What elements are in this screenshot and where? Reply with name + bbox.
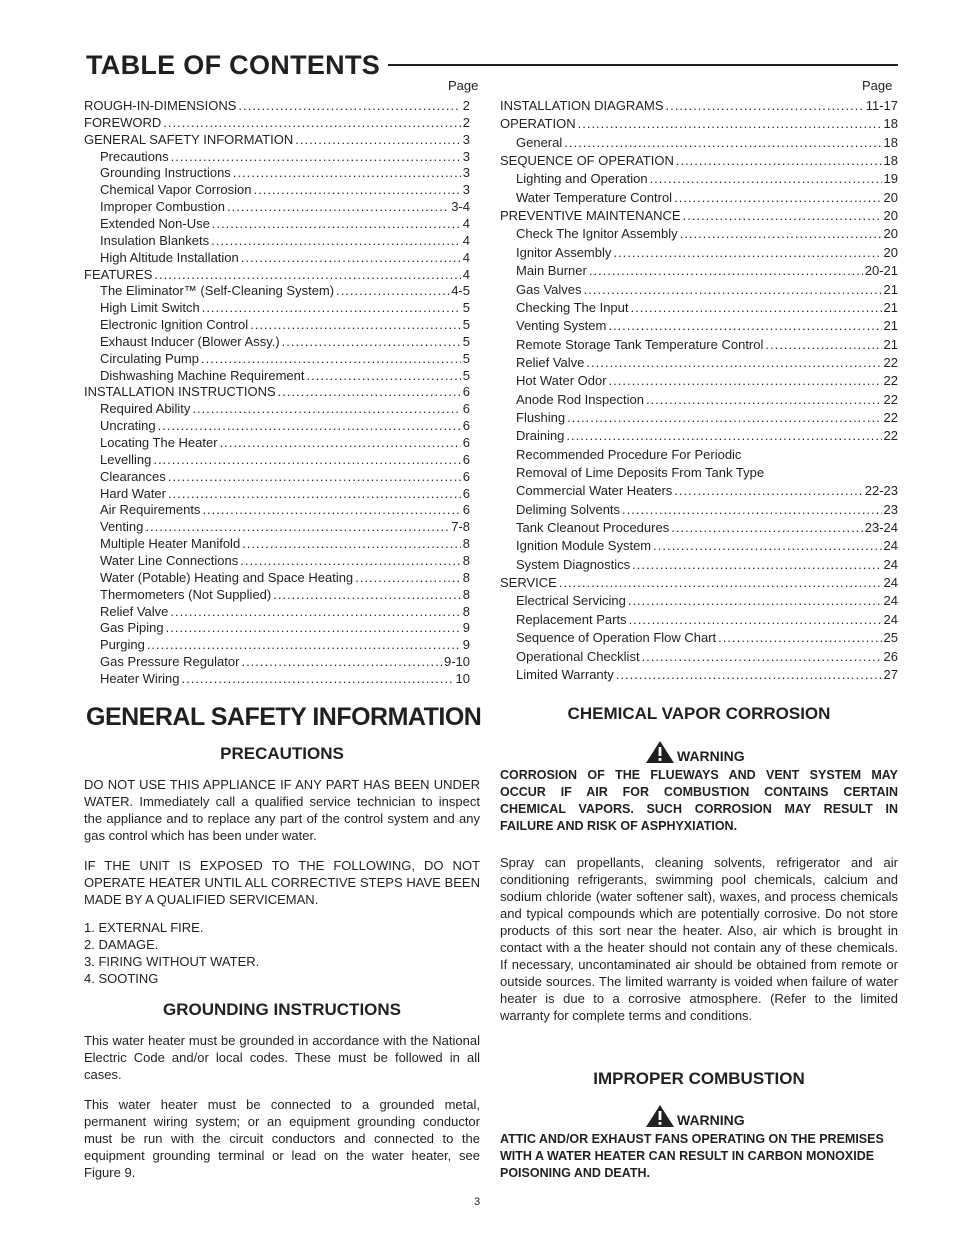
toc-entry-leader: [642, 649, 882, 665]
toc-entry-page: 22: [883, 373, 898, 389]
toc-entry-title: Limited Warranty: [516, 666, 614, 682]
toc-entry: [500, 538, 898, 554]
toc-entry-page: 20: [883, 244, 898, 260]
toc-entry-page: 24: [883, 575, 898, 591]
toc-entry-leader: [307, 368, 461, 384]
toc-entry-title: Anode Rod Inspection: [516, 391, 644, 407]
toc-entry-leader: [608, 318, 881, 334]
toc-entry-leader: [168, 469, 461, 485]
toc-entry-title: High Altitude Installation: [100, 249, 239, 265]
toc-entry-leader: [650, 171, 882, 187]
toc-entry-title: Checking The Input: [516, 299, 629, 315]
toc-entry-page: 10: [455, 670, 470, 686]
toc-entry-title: Grounding Instructions: [100, 165, 231, 181]
toc-entry-page: 25: [883, 630, 898, 646]
toc-entry-leader: [674, 190, 881, 206]
toc-entry-page: 5: [462, 317, 470, 333]
toc-title: TABLE OF CONTENTS: [86, 50, 381, 80]
toc-entry: [84, 519, 470, 535]
toc-entry-leader: [158, 418, 461, 434]
toc-entry-page: 22: [883, 428, 898, 444]
toc-entry-page: 24: [883, 611, 898, 627]
toc-entry-page: 20: [883, 226, 898, 242]
toc-entry-title: Insulation Blankets: [100, 232, 210, 248]
toc-entry-page: 6: [462, 435, 470, 450]
toc-entry-page: 21: [883, 299, 898, 315]
toc-entry-page: 3-4: [451, 199, 470, 215]
toc-entry-title: SEQUENCE OF OPERATION: [500, 153, 674, 169]
toc-entry-page: 5: [462, 367, 470, 383]
toc-entry: [84, 199, 470, 215]
toc-entry: [84, 671, 470, 687]
toc-entry-title: Water Line Connections: [100, 552, 239, 568]
toc-entry-title: Improper Combustion: [100, 199, 225, 215]
toc-entry-page: 19: [883, 171, 898, 187]
toc-entry-title: Air Requirements: [100, 502, 201, 518]
toc-entry: [500, 153, 898, 169]
toc-entry: [84, 587, 470, 603]
toc-entry-title: Uncrating: [100, 418, 156, 434]
toc-entry-page: 3: [462, 182, 470, 198]
toc-entry-page: 20: [883, 208, 898, 224]
list-item: 3. FIRING WITHOUT WATER.: [84, 954, 260, 969]
toc-entry: [84, 368, 470, 384]
precautions-paragraph-2: IF THE UNIT IS EXPOSED TO THE FOLLOWING, DO NOT OPERATE HEATER UNTIL ALL CORRECTIVE STEPS HAVE BEEN MADE BY A QUALIFIED SERVICEMAN.: [84, 858, 480, 907]
toc-entry-leader: [674, 483, 862, 499]
toc-entry-leader: [586, 355, 881, 371]
toc-entry: [84, 435, 470, 451]
toc-entry: [500, 116, 898, 132]
toc-entry-leader: [170, 604, 460, 620]
toc-entry: [84, 283, 470, 299]
toc-entry-leader: [168, 486, 461, 502]
toc-entry-leader: [153, 452, 460, 468]
toc-entry: [500, 337, 898, 353]
toc-entry-title: Locating The Heater: [100, 435, 218, 450]
grounding-heading: GROUNDING INSTRUCTIONS: [163, 1000, 401, 1019]
toc-entry-leader: [145, 519, 449, 535]
toc-entry-leader: [355, 570, 461, 586]
toc-entry-leader: [632, 557, 881, 573]
toc-entry-title: Multiple Heater Manifold: [100, 536, 241, 552]
toc-entry-leader: [631, 300, 882, 316]
toc-entry: [500, 300, 898, 316]
toc-entry-leader: [273, 587, 461, 603]
toc-entry-page: 21: [883, 281, 898, 297]
precautions-list: [84, 919, 480, 987]
toc-entry-leader: [646, 392, 882, 408]
toc-entry-leader: [202, 502, 460, 518]
toc-entry-leader: [336, 283, 449, 299]
toc-entry: [500, 245, 898, 261]
toc-entry-leader: [238, 98, 460, 114]
list-item: 1. EXTERNAL FIRE.: [84, 920, 204, 935]
toc-entry-title: Ignitor Assembly: [516, 244, 612, 260]
toc-entry: [84, 165, 470, 181]
toc-entry-page: 4: [462, 249, 470, 265]
toc-entry-leader: [564, 135, 881, 151]
toc-entry-title: Purging: [100, 637, 145, 653]
toc-entry: [84, 654, 470, 670]
toc-entry-page: 26: [883, 648, 898, 664]
toc-title-rule: [388, 64, 898, 66]
toc-entry: [84, 132, 470, 148]
corrosion-warning-text: CORROSION OF THE FLUEWAYS AND VENT SYSTEM MAY OCCUR IF AIR FOR COMBUSTION CONTAINS CERTAIN CHEMICAL VAPORS. SUCH CORROSION MAY RESULT IN FAILURE AND RISK OF ASPHYXIATION.: [500, 768, 898, 833]
toc-entry-leader: [653, 538, 881, 554]
combustion-heading: IMPROPER COMBUSTION: [593, 1069, 805, 1088]
toc-entry-leader: [241, 654, 442, 670]
toc-entry-leader: [212, 216, 461, 232]
toc-entry-title: Check The Ignitor Assembly: [516, 226, 678, 242]
toc-entry-title: System Diagnostics: [516, 556, 631, 572]
toc-entry-leader: [566, 428, 881, 444]
toc-entry-leader: [578, 116, 882, 132]
corrosion-heading: CHEMICAL VAPOR CORROSION: [567, 704, 831, 723]
toc-entry-page: 6: [462, 485, 470, 501]
combustion-warning-label: WARNING: [677, 1112, 745, 1128]
toc-entry-title: Electrical Servicing: [516, 593, 626, 609]
toc-entry-title: Main Burner: [516, 263, 587, 279]
toc-entry: [84, 604, 470, 620]
toc-entry: [84, 317, 470, 333]
toc-entry: [500, 373, 898, 389]
toc-entry-title: SERVICE: [500, 575, 557, 591]
toc-entry-title: Chemical Vapor Corrosion: [100, 182, 252, 198]
toc-entry: [84, 182, 470, 198]
toc-entry: [84, 469, 470, 485]
toc-entry-title: Required Ability: [100, 401, 191, 417]
toc-entry: [84, 620, 470, 636]
toc-entry-leader: [278, 384, 461, 400]
toc-entry: [500, 667, 898, 683]
toc-entry: [84, 401, 470, 417]
toc-entry: [500, 447, 898, 463]
toc-entry-leader: [202, 300, 461, 316]
toc-entry: [500, 190, 898, 206]
toc-entry: [500, 98, 898, 114]
toc-entry-title: Commercial Water Heaters: [516, 483, 673, 499]
toc-entry-page: 21: [883, 336, 898, 352]
toc-entry-page: 3: [462, 131, 470, 147]
toc-entry: [84, 553, 470, 569]
toc-entry-leader: [227, 199, 449, 215]
toc-entry-page: 3: [462, 165, 470, 181]
toc-entry-page: 22: [883, 354, 898, 370]
combustion-warning-text: ATTIC AND/OR EXHAUST FANS OPERATING ON THE PREMISES WITH A WATER HEATER CAN RESULT IN CARBON MONOXIDE POISONING AND DEATH.: [500, 1132, 884, 1180]
toc-entry-leader: [241, 250, 461, 266]
toc-entry-page: 4: [462, 232, 470, 248]
toc-entry-title: Lighting and Operation: [516, 171, 648, 187]
toc-entry-title: INSTALLATION DIAGRAMS: [500, 98, 664, 113]
toc-entry-leader: [240, 553, 461, 569]
toc-entry-page: 27: [883, 666, 898, 682]
toc-entry: [500, 318, 898, 334]
toc-entry-title: High Limit Switch: [100, 300, 200, 316]
toc-entry-page: 18: [883, 153, 898, 169]
toc-entry-leader: [250, 317, 461, 333]
toc-entry-page: 22: [883, 391, 898, 407]
toc-entry-title: Draining: [516, 428, 565, 444]
safety-title: GENERAL SAFETY INFORMATION: [86, 703, 482, 731]
toc-entry-page: 6: [462, 468, 470, 484]
toc-entry: [84, 216, 470, 232]
toc-entry-title: Precautions: [100, 148, 169, 164]
toc-entry-leader: [683, 208, 882, 224]
toc-entry-title: GENERAL SAFETY INFORMATION: [84, 131, 294, 147]
toc-entry: [500, 630, 898, 646]
toc-entry-title: FOREWORD: [84, 114, 162, 130]
toc-entry: [500, 428, 898, 444]
toc-entry-page: 22: [883, 409, 898, 425]
toc-entry: [500, 355, 898, 371]
toc-entry-page: 21: [883, 318, 898, 334]
toc-entry-page: 5: [462, 300, 470, 316]
toc-entry-page: 23-24: [864, 520, 898, 536]
toc-entry-page: 9: [462, 620, 470, 636]
toc-entry-title: Ignition Module System: [516, 538, 652, 554]
toc-entry: [500, 465, 898, 481]
toc-entry-page: 8: [462, 569, 470, 585]
toc-entry-leader: [680, 226, 882, 242]
toc-entry: [84, 334, 470, 350]
toc-entry-title: Recommended Procedure For Periodic: [516, 446, 742, 462]
toc-entry-page: 18: [883, 116, 898, 132]
toc-entry-title: Replacement Parts: [516, 611, 627, 627]
toc-entry-leader: [242, 536, 461, 552]
toc-entry-title: Relief Valve: [100, 603, 169, 619]
toc-entry: [84, 486, 470, 502]
toc-entry-page: 6: [462, 401, 470, 417]
toc-entry-title: Water (Potable) Heating and Space Heating: [100, 569, 354, 585]
toc-entry-leader: [616, 667, 882, 683]
toc-entry-page: 6: [462, 384, 470, 400]
toc-entry-page: 9: [462, 637, 470, 653]
toc-entry-title: Tank Cleanout Procedures: [516, 520, 670, 536]
toc-entry-leader: [584, 282, 882, 298]
toc-entry: [500, 410, 898, 426]
corrosion-body: Spray can propellants, cleaning solvents, refrigerator and air conditioning refrigerants, swimming pool chemicals, calcium and sodium chloride (water softener salt), waxes, and process chemicals and typical compounds which are potentially corrosive. Do not store products of this sort near the heater. Also, air which is brought in contact with a the heater should not contain any of these chemicals. If necessary, uncontaminated air should be obtained from remote or outside sources. The limited warranty is voided when failure of water heater is due to a corrosive atmosphere. (Refer to the limited warranty for complete terms and conditions.: [500, 855, 898, 1023]
toc-entry-leader: [233, 165, 461, 181]
toc-entry: [500, 612, 898, 628]
list-item: 4. SOOTING: [84, 971, 159, 986]
toc-entry-page: 8: [462, 586, 470, 602]
toc-entry-leader: [609, 373, 882, 389]
toc-entry: [84, 536, 470, 552]
toc-entry: [500, 282, 898, 298]
toc-entry-page: 2: [462, 98, 470, 113]
toc-entry-page: 4: [462, 215, 470, 231]
toc-entry: [500, 226, 898, 242]
toc-entry-leader: [211, 233, 461, 249]
toc-entry-leader: [671, 520, 863, 536]
toc-entry-leader: [765, 337, 881, 353]
toc-entry: [500, 263, 898, 279]
toc-entry-title: Relief Valve: [516, 354, 585, 370]
toc-entry-title: Venting: [100, 519, 144, 535]
toc-entry-title: Sequence of Operation Flow Chart: [516, 630, 717, 646]
toc-entry-title: Flushing: [516, 409, 566, 425]
toc-entry-page: 4-5: [451, 283, 470, 299]
toc-entry-page: 24: [883, 538, 898, 554]
toc-entry: [84, 267, 470, 283]
toc-entry-leader: [718, 630, 881, 646]
toc-entry-leader: [567, 410, 881, 426]
toc-entry: [84, 351, 470, 367]
corrosion-warning: [645, 740, 745, 764]
toc-entry-title: Clearances: [100, 468, 166, 484]
toc-entry-page: 22-23: [864, 483, 898, 499]
toc-entry-title: Circulating Pump: [100, 350, 199, 366]
toc-entry-title: Water Temperature Control: [516, 189, 673, 205]
toc-entry-page: 20: [883, 189, 898, 205]
toc-entry-title: Heater Wiring: [100, 670, 180, 686]
page-number: 3: [473, 1196, 481, 1208]
toc-entry-page: 8: [462, 603, 470, 619]
toc-entry: [84, 149, 470, 165]
toc-entry-leader: [163, 115, 460, 131]
toc-entry-title: OPERATION: [500, 116, 576, 132]
toc-entry: [84, 250, 470, 266]
toc-entry: [84, 98, 470, 114]
toc-entry-page: 2: [462, 114, 470, 130]
toc-entry-page: 8: [462, 552, 470, 568]
grounding-paragraph-1: This water heater must be grounded in accordance with the National Electric Code and/or local codes. These must be followed in all cases.: [84, 1033, 480, 1082]
toc-entry-title: General: [516, 134, 563, 150]
toc-entry-page: 6: [462, 502, 470, 518]
grounding-paragraph-2: This water heater must be connected to a grounded metal, permanent wiring system; or an equipment grounding conductor must be run with the circuit conductors and connected to the equipment grounding terminal or lead on the water heater, see Figure 9.: [84, 1097, 480, 1180]
warning-triangle-icon: [645, 1104, 675, 1128]
toc-entry-leader: [676, 153, 882, 169]
toc-entry-title: Hot Water Odor: [516, 373, 607, 389]
toc-entry-title: Venting System: [516, 318, 607, 334]
toc-entry: [84, 637, 470, 653]
toc-entry-page: 5: [462, 333, 470, 349]
toc-entry: [500, 483, 898, 499]
toc-entry-page: 3: [462, 148, 470, 164]
toc-entry-page: 23: [883, 501, 898, 517]
toc-entry-title: PREVENTIVE MAINTENANCE: [500, 208, 681, 224]
toc-entry: [500, 208, 898, 224]
corrosion-warning-label: WARNING: [677, 748, 745, 764]
toc-entry: [500, 593, 898, 609]
toc-entry-leader: [254, 182, 461, 198]
toc-entry-leader: [589, 263, 863, 279]
toc-entry-page: 9-10: [443, 654, 470, 670]
toc-entry-leader: [154, 267, 460, 283]
toc-entry-title: Remote Storage Tank Temperature Control: [516, 336, 764, 352]
warning-triangle-icon: [645, 740, 675, 764]
toc-entry-title: Dishwashing Machine Requirement: [100, 367, 305, 383]
toc-entry-title: Extended Non-Use: [100, 215, 210, 231]
toc-entry-leader: [282, 334, 461, 350]
toc-entry: [84, 570, 470, 586]
toc-entry-title: Levelling: [100, 451, 152, 467]
toc-entry-title: ROUGH-IN-DIMENSIONS: [84, 98, 237, 113]
toc-entry-leader: [613, 245, 881, 261]
toc-entry: [84, 452, 470, 468]
toc-entry-leader: [295, 132, 461, 148]
toc-entry-page: 11-17: [865, 98, 898, 113]
toc-entry-leader: [181, 671, 453, 687]
toc-left-page-label: Page: [448, 78, 479, 93]
toc-entry-page: 5: [462, 350, 470, 366]
toc-entry: [500, 557, 898, 573]
toc-entry: [500, 649, 898, 665]
list-item: 2. DAMAGE.: [84, 937, 159, 952]
toc-right-page-label: Page: [862, 78, 893, 93]
toc-entry-leader: [629, 612, 882, 628]
toc-entry-page: 18: [883, 134, 898, 150]
toc-entry-leader: [166, 620, 461, 636]
toc-entry-leader: [147, 637, 461, 653]
toc-entry-leader: [171, 149, 461, 165]
toc-entry-leader: [220, 435, 461, 451]
toc-entry-page: 20-21: [864, 263, 898, 279]
toc-entry: [500, 171, 898, 187]
toc-entry: [84, 418, 470, 434]
toc-entry-title: Gas Piping: [100, 620, 164, 636]
toc-entry-leader: [559, 575, 882, 591]
toc-entry-title: Removal of Lime Deposits From Tank Type: [516, 465, 765, 480]
toc-entry-leader: [628, 593, 882, 609]
combustion-warning: [645, 1104, 745, 1128]
toc-entry-title: The Eliminator™ (Self-Cleaning System): [100, 283, 335, 299]
toc-entry-page: 6: [462, 418, 470, 434]
toc-entry-title: Operational Checklist: [516, 648, 640, 664]
toc-entry-title: Thermometers (Not Supplied): [100, 586, 272, 602]
toc-entry: [500, 520, 898, 536]
toc-entry-page: 24: [883, 556, 898, 572]
toc-entry-page: 24: [883, 593, 898, 609]
toc-entry: [500, 502, 898, 518]
toc-entry-title: Hard Water: [100, 485, 166, 501]
toc-entry: [84, 384, 470, 400]
toc-entry: [84, 502, 470, 518]
toc-entry: [500, 575, 898, 591]
toc-entry-leader: [666, 98, 864, 114]
toc-entry-title: Electronic Ignition Control: [100, 317, 249, 333]
toc-entry: [500, 135, 898, 151]
toc-entry-leader: [201, 351, 461, 367]
toc-entry-leader: [622, 502, 881, 518]
toc-entry-leader: [192, 401, 460, 417]
toc-entry: [84, 115, 470, 131]
toc-entry: [500, 392, 898, 408]
precautions-heading: PRECAUTIONS: [220, 744, 344, 763]
toc-entry-page: 8: [462, 536, 470, 552]
toc-entry-page: 6: [462, 451, 470, 467]
toc-entry: [84, 233, 470, 249]
toc-entry-page: 4: [462, 266, 470, 282]
toc-entry-title: FEATURES: [84, 266, 153, 282]
toc-entry-title: Exhaust Inducer (Blower Assy.): [100, 333, 280, 349]
toc-entry-title: Gas Pressure Regulator: [100, 654, 240, 670]
toc-entry-title: Deliming Solvents: [516, 501, 621, 517]
toc-entry-title: INSTALLATION INSTRUCTIONS: [84, 384, 276, 400]
toc-entry: [84, 300, 470, 316]
precautions-paragraph-1: DO NOT USE THIS APPLIANCE IF ANY PART HAS BEEN UNDER WATER. Immediately call a qualified service technician to inspect the appliance and to replace any part of the control system and any gas control which has been under water.: [84, 777, 480, 843]
toc-entry-page: 7-8: [451, 519, 470, 535]
toc-entry-title: Gas Valves: [516, 281, 582, 297]
